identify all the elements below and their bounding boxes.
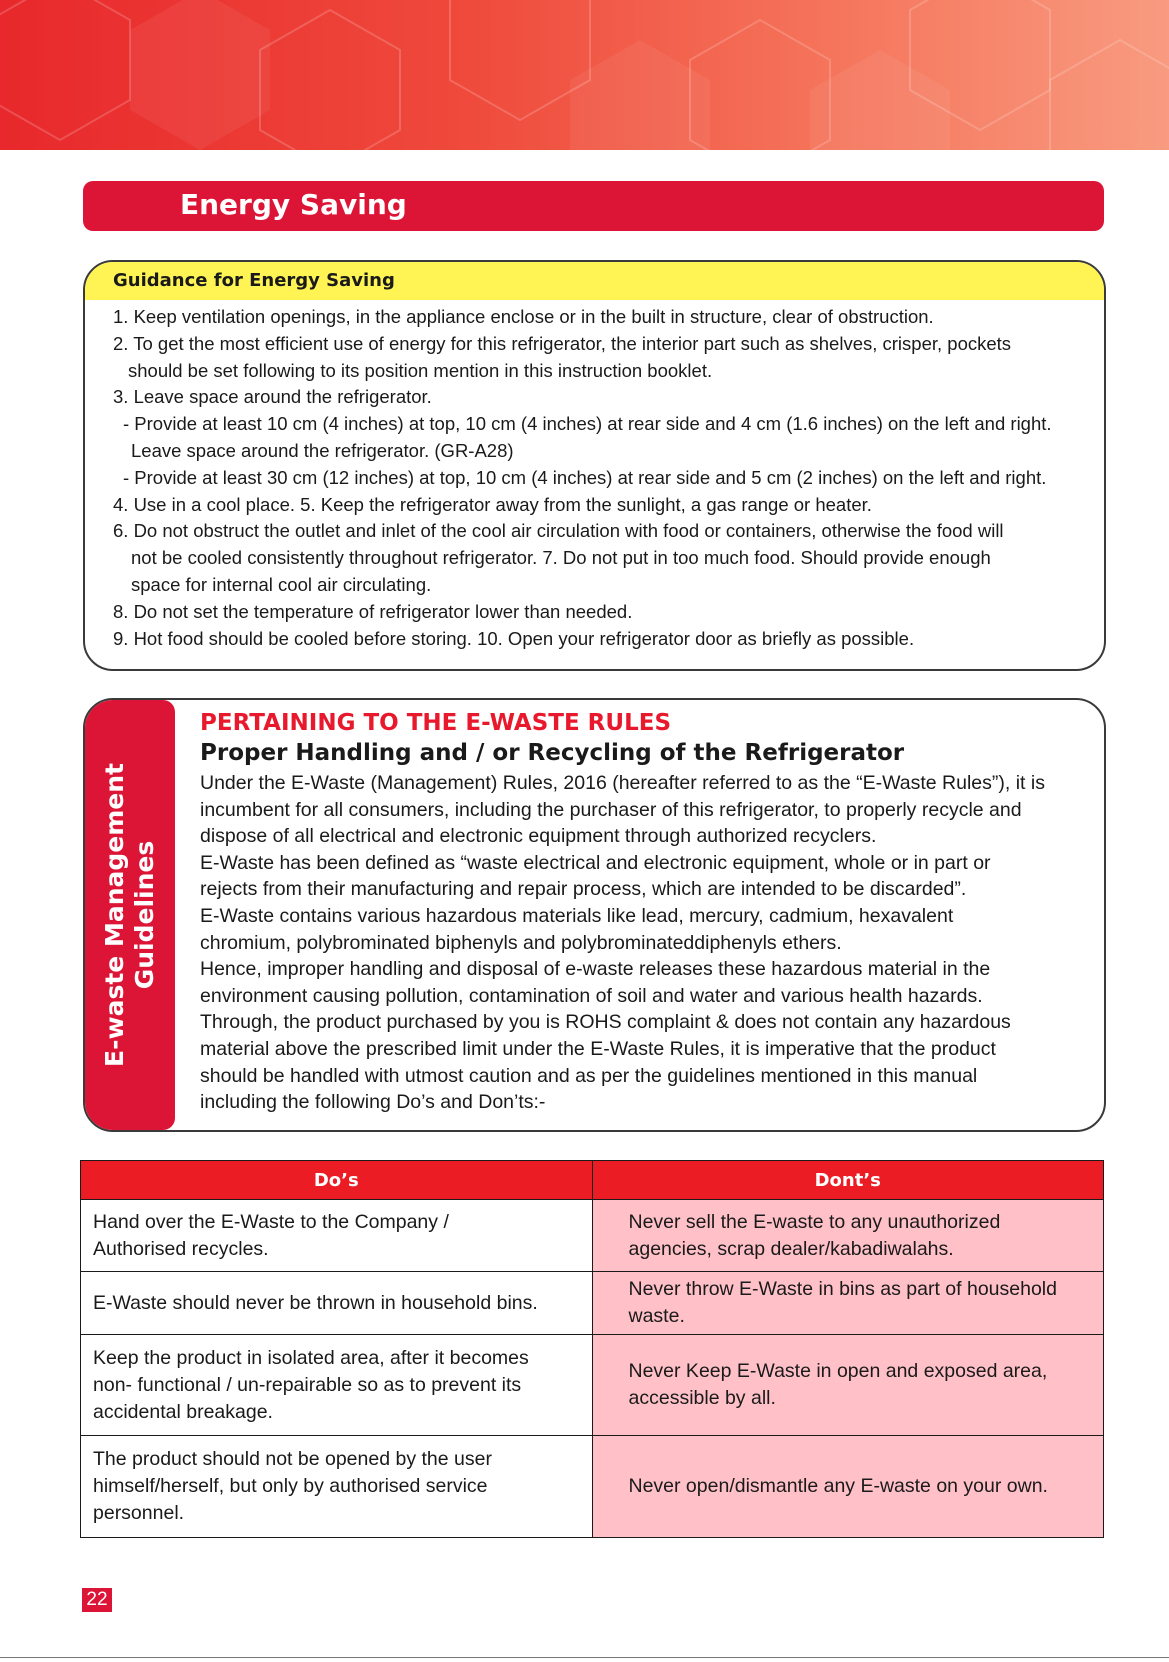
ewaste-line: Under the E-Waste (Management) Rules, 2016 (hereafter referred to as the “E-Waste Rules”), it is bbox=[200, 772, 1045, 794]
ewaste-body bbox=[200, 770, 1090, 1116]
ewaste-side-label-line: E-waste Management bbox=[100, 763, 129, 1067]
dos-cell bbox=[81, 1436, 593, 1538]
ewaste-line: environment causing pollution, contamination of soil and water and various health hazards. bbox=[200, 984, 983, 1007]
guidance-line: - Provide at least 30 cm (12 inches) at top, 10 cm (4 inches) at rear side and 5 cm (2 inches) on the left and right. bbox=[123, 466, 1047, 488]
cell-line: waste. bbox=[628, 1305, 685, 1327]
ewaste-side-label-line: Guidelines bbox=[130, 840, 159, 990]
cell-line: Never sell the E-waste to any unauthorized bbox=[628, 1210, 1001, 1233]
cell-line: Never Keep E-Waste in open and exposed area, bbox=[628, 1360, 1048, 1382]
ewaste-side-label bbox=[100, 735, 160, 1095]
guidance-list bbox=[113, 304, 1094, 652]
guidance-line: space for internal cool air circulating. bbox=[131, 573, 432, 595]
cell-line: non- functional / un-repairable so as to prevent its bbox=[93, 1373, 522, 1396]
cell-line: accessible by all. bbox=[628, 1387, 776, 1409]
section-title: Energy Saving bbox=[180, 188, 407, 221]
hexagon-pattern-decoration bbox=[0, 0, 1169, 150]
dos-donts-table-wrapper bbox=[80, 1160, 1104, 1538]
table-header-row bbox=[81, 1161, 1104, 1200]
donts-column-header: Dont’s bbox=[592, 1161, 1104, 1200]
ewaste-title: PERTAINING TO THE E-WASTE RULES bbox=[200, 710, 672, 736]
dos-cell bbox=[81, 1272, 593, 1335]
guidance-line: 4. Use in a cool place. 5. Keep the refrigerator away from the sunlight, a gas range or heater. bbox=[113, 493, 872, 515]
header-banner bbox=[0, 0, 1169, 150]
donts-cell bbox=[592, 1272, 1104, 1335]
bottom-divider bbox=[0, 1657, 1169, 1658]
donts-cell bbox=[592, 1200, 1104, 1272]
guidance-line: not be cooled consistently throughout refrigerator. 7. Do not put in too much food. Should provide enough bbox=[131, 547, 991, 569]
guidance-line: 1. Keep ventilation openings, in the appliance enclose or in the built in structure, clear of obstruction. bbox=[113, 306, 934, 327]
ewaste-line: E-Waste has been defined as “waste electrical and electronic equipment, whole or in part or bbox=[200, 851, 991, 874]
guidance-line: 2. To get the most efficient use of energy for this refrigerator, the interior part such as shelves, crisper, pockets bbox=[113, 332, 1012, 354]
donts-cell bbox=[592, 1335, 1104, 1436]
dos-cell bbox=[81, 1200, 593, 1272]
ewaste-line: Hence, improper handling and disposal of e-waste releases these hazardous material in the bbox=[200, 958, 991, 981]
ewaste-line: Through, the product purchased by you is ROHS complaint & does not contain any hazardous bbox=[200, 1011, 1011, 1034]
cell-line: agencies, scrap dealer/kabadiwalahs. bbox=[628, 1237, 954, 1260]
guidance-line: 6. Do not obstruct the outlet and inlet of the cool air circulation with food or containers, otherwise the food will bbox=[113, 520, 1004, 542]
ewaste-line: chromium, polybrominated biphenyls and polybrominateddiphenyls ethers. bbox=[200, 931, 842, 954]
ewaste-content bbox=[200, 708, 1090, 1116]
ewaste-line: should be handled with utmost caution and as per the guidelines mentioned in this manual bbox=[200, 1064, 978, 1087]
cell-line: The product should not be opened by the user bbox=[93, 1448, 492, 1470]
cell-line: Never open/dismantle any E-waste on your own. bbox=[628, 1475, 1048, 1497]
section-title-bar bbox=[83, 181, 1104, 231]
table-row bbox=[81, 1200, 1104, 1272]
ewaste-subtitle: Proper Handling and / or Recycling of the Refrigerator bbox=[200, 740, 905, 766]
cell-line: personnel. bbox=[93, 1502, 185, 1524]
table-row bbox=[81, 1335, 1104, 1436]
ewaste-line: material above the prescribed limit under the E-Waste Rules, it is imperative that the product bbox=[200, 1037, 996, 1060]
cell-line: himself/herself, but only by authorised service bbox=[93, 1475, 488, 1497]
cell-line: Authorised recycles. bbox=[93, 1237, 269, 1260]
dos-cell bbox=[81, 1335, 593, 1436]
ewaste-rules-box bbox=[83, 698, 1106, 1132]
cell-line: Never throw E-Waste in bins as part of household bbox=[628, 1278, 1057, 1300]
page-number: 22 bbox=[82, 1588, 112, 1612]
table-row bbox=[81, 1436, 1104, 1538]
energy-guidance-box bbox=[83, 260, 1106, 671]
ewaste-line: E-Waste contains various hazardous materials like lead, mercury, cadmium, hexavalent bbox=[200, 904, 954, 927]
cell-line: Hand over the E-Waste to the Company / bbox=[93, 1210, 449, 1233]
guidance-line: 3. Leave space around the refrigerator. bbox=[113, 386, 432, 408]
cell-line: accidental breakage. bbox=[93, 1400, 273, 1423]
guidance-line: - Provide at least 10 cm (4 inches) at top, 10 cm (4 inches) at rear side and 4 cm (1.6 inches) on the left and right. bbox=[123, 413, 1052, 435]
ewaste-line: incumbent for all consumers, including the purchaser of this refrigerator, to properly recycle and bbox=[200, 798, 1022, 821]
ewaste-line: rejects from their manufacturing and repair process, which are intended to be discarded”. bbox=[200, 878, 967, 901]
dos-column-header: Do’s bbox=[81, 1161, 593, 1200]
cell-line: Keep the product in isolated area, after it becomes bbox=[93, 1346, 529, 1369]
guidance-line: Leave space around the refrigerator. (GR-A28) bbox=[131, 439, 514, 461]
donts-cell bbox=[592, 1436, 1104, 1538]
guidance-line: 9. Hot food should be cooled before storing. 10. Open your refrigerator door as briefly as possible. bbox=[113, 627, 915, 649]
guidance-line: should be set following to its position mention in this instruction booklet. bbox=[128, 359, 713, 381]
ewaste-line: dispose of all electrical and electronic equipment through authorized recyclers. bbox=[200, 825, 877, 848]
dos-donts-table bbox=[80, 1160, 1104, 1538]
ewaste-line: including the following Do’s and Don’ts:- bbox=[200, 1091, 546, 1114]
ewaste-side-label-panel bbox=[85, 700, 175, 1130]
cell-line: E-Waste should never be thrown in household bins. bbox=[93, 1291, 538, 1314]
guidance-line: 8. Do not set the temperature of refrigerator lower than needed. bbox=[113, 600, 633, 622]
guidance-heading: Guidance for Energy Saving bbox=[85, 262, 1104, 300]
table-row bbox=[81, 1272, 1104, 1335]
